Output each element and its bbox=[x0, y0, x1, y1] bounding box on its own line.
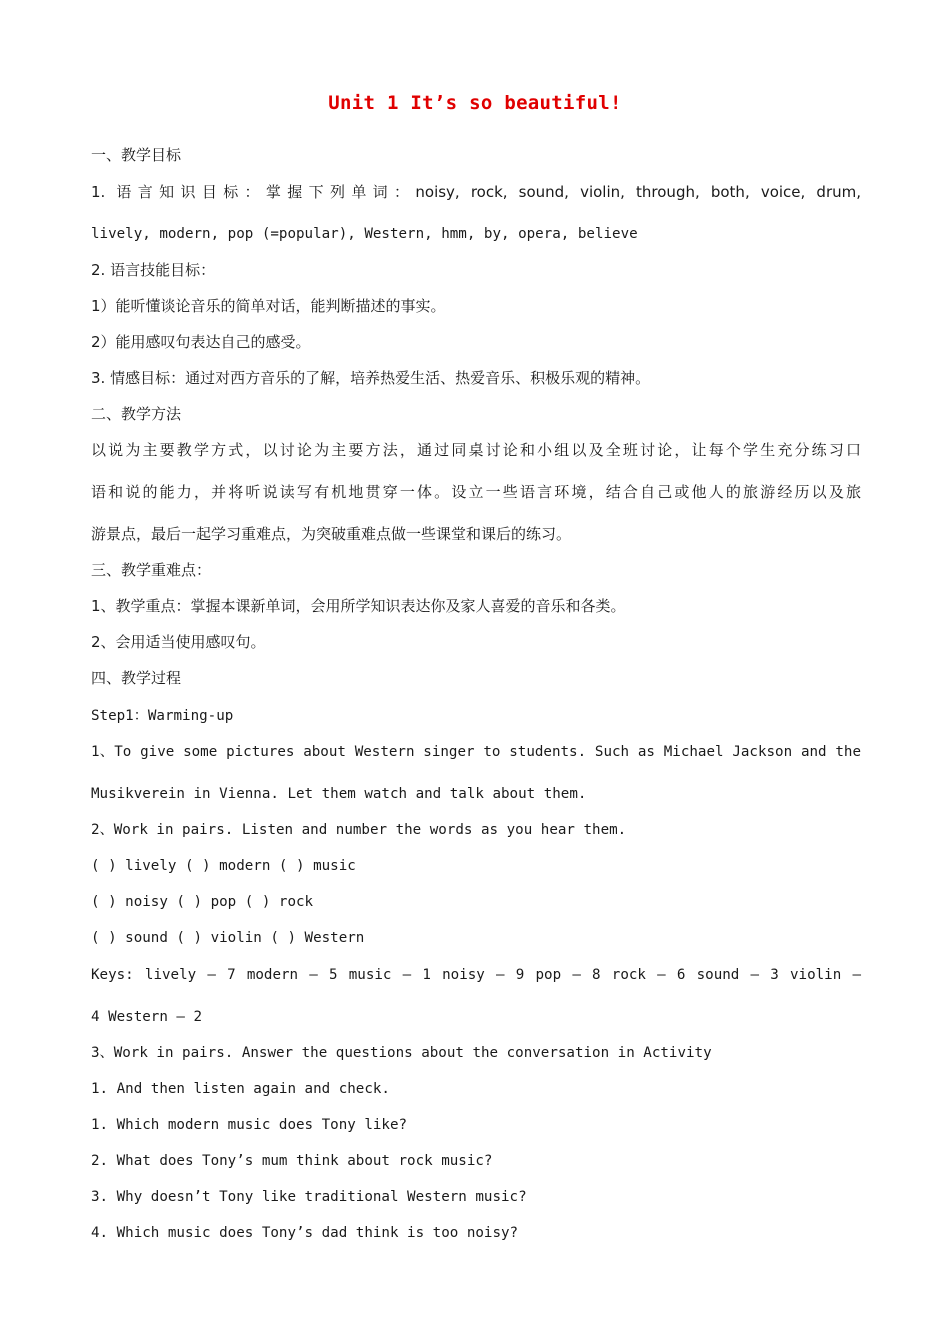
question-line: 2. What does Tony’s mum think about rock music? bbox=[91, 1153, 493, 1169]
paragraph-line: Musikverein in Vienna. Let them watch and talk about them. bbox=[91, 786, 587, 802]
paragraph-line: 1）能听懂谈论音乐的简单对话，能判断描述的事实。 bbox=[91, 297, 446, 315]
paragraph-line: 2、会用适当使用感叹句。 bbox=[91, 633, 266, 651]
exercise-line: ( ) sound ( ) violin ( ) Western bbox=[91, 930, 365, 946]
paragraph-line: 1、To give some pictures about Western singer to students. Such as Michael Jackson and the bbox=[91, 744, 861, 760]
question-line: 4. Which music does Tony’s dad think is too noisy? bbox=[91, 1225, 519, 1241]
paragraph-line: 2、Work in pairs. Listen and number the words as you hear them. bbox=[91, 822, 627, 838]
step-heading: Step1：Warming-up bbox=[91, 708, 234, 724]
section-heading-methods: 二、教学方法 bbox=[91, 405, 182, 423]
section-heading-objectives: 一、教学目标 bbox=[91, 146, 182, 164]
paragraph-line: 游景点，最后一起学习重难点，为突破重难点做一些课堂和课后的练习。 bbox=[91, 525, 572, 543]
paragraph-line: 1. And then listen again and check. bbox=[91, 1081, 390, 1097]
exercise-line: ( ) lively ( ) modern ( ) music bbox=[91, 858, 356, 874]
document-title: Unit 1 It’s so beautiful! bbox=[328, 92, 622, 114]
answer-keys-line: Keys: lively – 7 modern – 5 music – 1 noisy – 9 pop – 8 rock – 6 sound – 3 violin – bbox=[91, 967, 861, 983]
exercise-line: ( ) noisy ( ) pop ( ) rock bbox=[91, 894, 314, 910]
paragraph-line: 语和说的能力，并将听说读写有机地贯穿一体。设立一些语言环境，结合自己或他人的旅游经历以及旅 bbox=[91, 483, 861, 501]
paragraph-line: 2. 语言技能目标： bbox=[91, 261, 216, 279]
paragraph-line: 以说为主要教学方式，以讨论为主要方法，通过同桌讨论和小组以及全班讨论，让每个学生充分练习口 bbox=[91, 441, 861, 459]
paragraph-line: 3、Work in pairs. Answer the questions about the conversation in Activity bbox=[91, 1045, 712, 1061]
paragraph-line: 2）能用感叹句表达自己的感受。 bbox=[91, 333, 311, 351]
question-line: 3. Why doesn’t Tony like traditional Western music? bbox=[91, 1189, 527, 1205]
section-heading-process: 四、教学过程 bbox=[91, 669, 182, 687]
section-heading-key-points: 三、教学重难点： bbox=[91, 561, 212, 579]
question-line: 1. Which modern music does Tony like? bbox=[91, 1117, 408, 1133]
paragraph-line: lively, modern, pop (=popular), Western, hmm, by, opera, believe bbox=[91, 226, 638, 242]
paragraph-line: 1、教学重点：掌握本课新单词，会用所学知识表达你及家人喜爱的音乐和各类。 bbox=[91, 597, 626, 615]
answer-keys-line: 4 Western – 2 bbox=[91, 1009, 203, 1025]
paragraph-line: 3. 情感目标：通过对西方音乐的了解，培养热爱生活、热爱音乐、积极乐观的精神。 bbox=[91, 369, 651, 387]
paragraph-line: 1. 语言知识目标：掌握下列单词：noisy, rock, sound, violin, through, both, voice, drum, bbox=[91, 183, 861, 201]
